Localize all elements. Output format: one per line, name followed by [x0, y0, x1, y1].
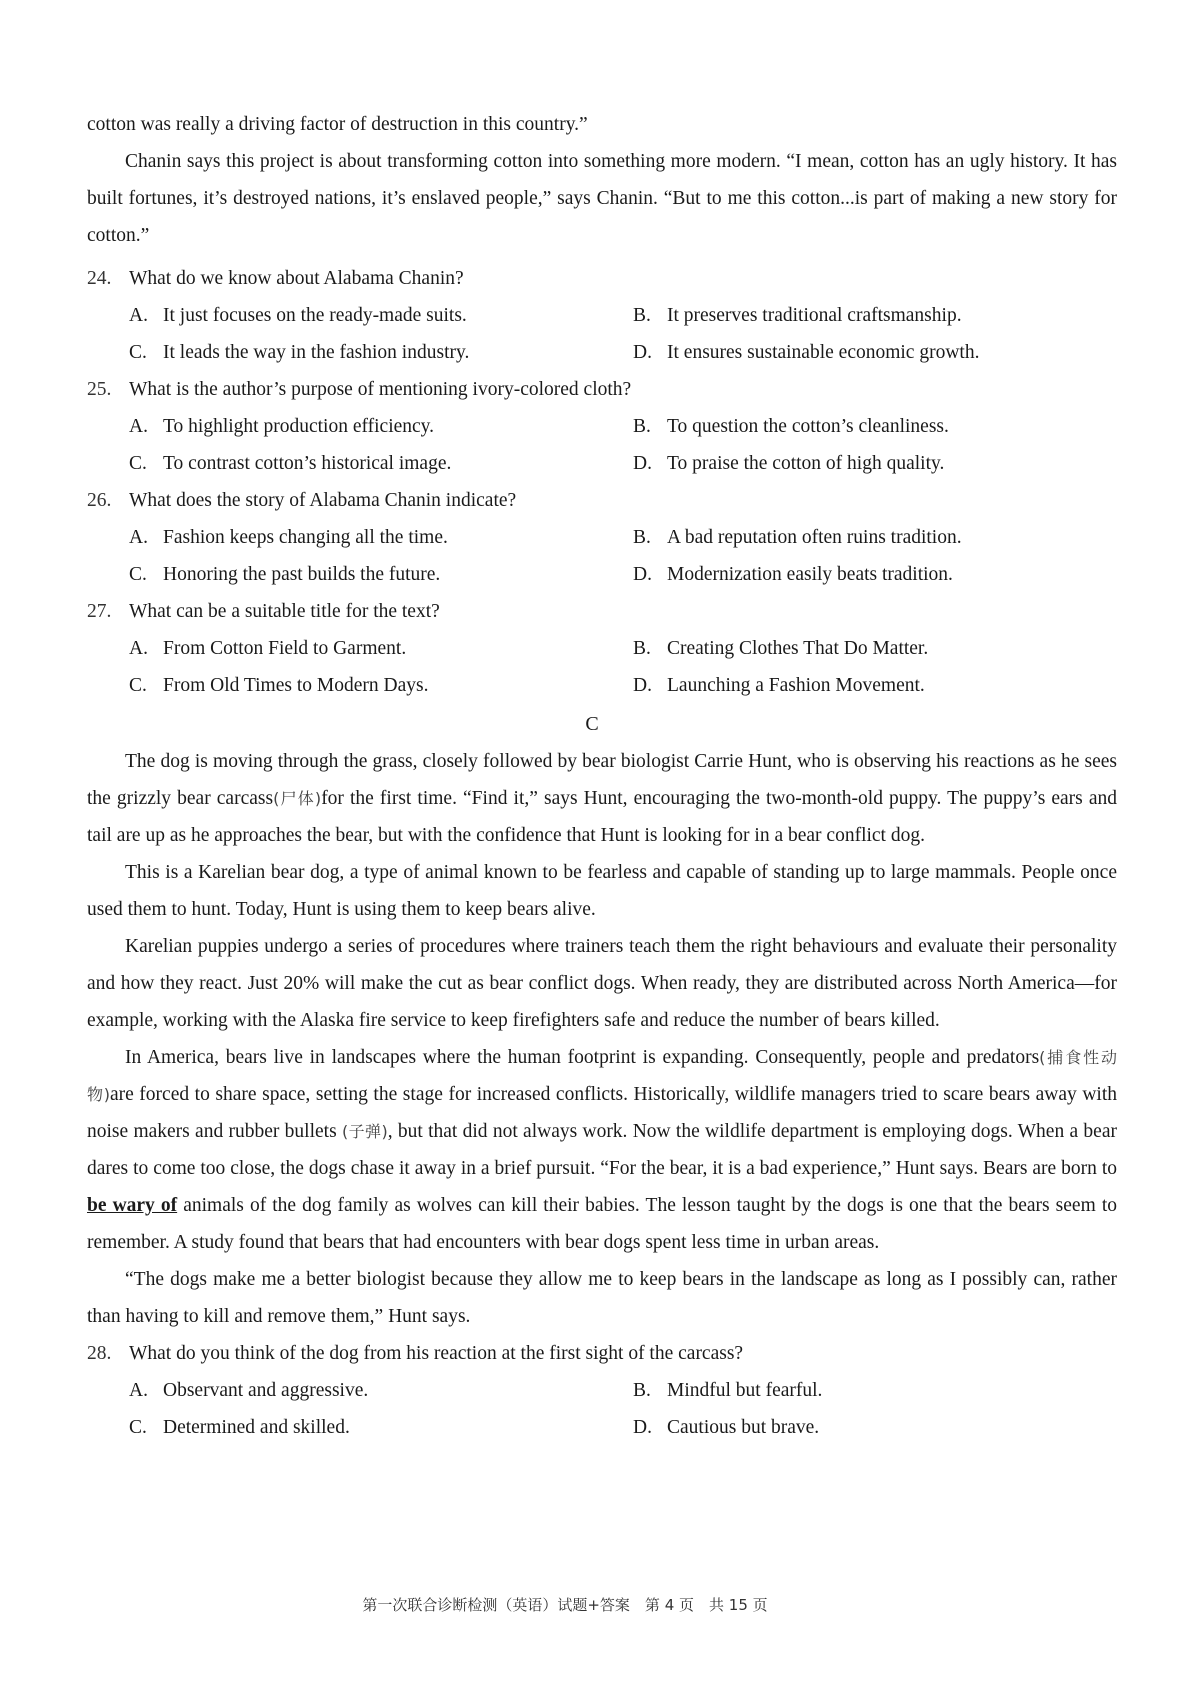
option-d[interactable] — [633, 334, 1117, 371]
option-c[interactable] — [129, 1409, 633, 1446]
question-number: 24. — [87, 268, 112, 289]
section-heading-c: C — [585, 713, 599, 735]
option-text: To highlight production efficiency. — [163, 416, 435, 437]
question-number: 27. — [87, 601, 112, 622]
option-a[interactable] — [129, 1372, 633, 1409]
option-letter: A. — [129, 527, 148, 548]
options-grid — [87, 1372, 1117, 1446]
option-text: From Old Times to Modern Days. — [163, 675, 429, 696]
option-a[interactable] — [129, 408, 633, 445]
option-text: Observant and aggressive. — [163, 1380, 369, 1401]
option-text: It preserves traditional craftsmanship. — [667, 305, 962, 326]
option-d[interactable] — [633, 667, 1117, 704]
option-c[interactable] — [129, 334, 633, 371]
text-run: In America, bears live in landscapes where the human footprint is expanding. Consequently, people and predators — [125, 1047, 1040, 1068]
option-letter: A. — [129, 1380, 148, 1401]
option-c[interactable] — [129, 445, 633, 482]
option-text: To contrast cotton’s historical image. — [163, 453, 452, 474]
options-grid — [87, 630, 1117, 704]
question-number: 28. — [87, 1343, 112, 1364]
option-letter: B. — [633, 416, 651, 437]
text-run: animals of the dog family as wolves can kill their babies. The lesson taught by the dogs is one that the bears seem to remember. A study found that bears that had encounters with bear dogs spent less time in urban areas. — [87, 1195, 1117, 1253]
question-number: 26. — [87, 490, 112, 511]
option-a[interactable] — [129, 297, 633, 334]
passage-c-paragraph-4 — [87, 1039, 1117, 1261]
question-text: What do you think of the dog from his reaction at the first sight of the carcass? — [129, 1343, 744, 1364]
option-text: A bad reputation often ruins tradition. — [667, 527, 962, 548]
option-b[interactable] — [633, 1372, 1117, 1409]
passage-c-paragraph-5: “The dogs make me a better biologist because they allow me to keep bears in the landscape as long as I possibly can, rather than having to kill and remove them,” Hunt says. — [87, 1269, 1117, 1327]
page-footer: 第一次联合诊断检测（英语）试题+答案 第 4 页 共 15 页 — [362, 1596, 768, 1614]
option-letter: B. — [633, 305, 651, 326]
chinese-gloss: (尸体) — [273, 789, 322, 808]
question-text: What is the author’s purpose of mentioning ivory-colored cloth? — [129, 379, 632, 400]
question-text: What does the story of Alabama Chanin indicate? — [129, 490, 517, 511]
chinese-gloss: (子弹) — [341, 1122, 388, 1141]
option-b[interactable] — [633, 408, 1117, 445]
passage-b-paragraph: Chanin says this project is about transforming cotton into something more modern. “I mean, cotton has an ugly history. It has built fortunes, it’s destroyed nations, it’s enslaved people,” says Chanin. “But to me this cotton...is part of making a new story for cotton.” — [87, 151, 1117, 246]
underlined-phrase: be wary of — [87, 1195, 178, 1216]
option-d[interactable] — [633, 445, 1117, 482]
text-run: , but that did not always work. Now the wildlife department is employing dogs. When a bear dares to come too close, the dogs chase it away in a brief pursuit. “For the bear, it is a bad experience,” Hunt says. Bears are born to — [87, 1121, 1117, 1179]
question-text: What do we know about Alabama Chanin? — [129, 268, 464, 289]
option-a[interactable] — [129, 519, 633, 556]
option-letter: A. — [129, 638, 148, 659]
text-run: The dog is moving through the grass, closely followed by bear biologist Carrie Hunt, who is observing his reactions as he sees the grizzly bear carcass — [87, 751, 1117, 809]
option-letter: C. — [129, 1417, 147, 1438]
option-text: It just focuses on the ready-made suits. — [163, 305, 467, 326]
question-number: 25. — [87, 379, 112, 400]
option-letter: C. — [129, 342, 147, 363]
option-letter: A. — [129, 416, 148, 437]
option-text: Determined and skilled. — [163, 1417, 350, 1438]
option-text: To praise the cotton of high quality. — [667, 453, 945, 474]
option-letter: A. — [129, 305, 148, 326]
option-d[interactable] — [633, 556, 1117, 593]
options-grid — [87, 297, 1117, 371]
option-letter: C. — [129, 675, 147, 696]
option-b[interactable] — [633, 630, 1117, 667]
option-d[interactable] — [633, 1409, 1117, 1446]
question-25 — [87, 371, 1117, 482]
passage-b-continuation: cotton was really a driving factor of destruction in this country.” — [87, 114, 588, 135]
option-text: It ensures sustainable economic growth. — [667, 342, 980, 363]
option-letter: B. — [633, 638, 651, 659]
question-27 — [87, 593, 1117, 704]
option-letter: D. — [633, 453, 652, 474]
option-text: Mindful but fearful. — [667, 1380, 823, 1401]
options-grid — [87, 408, 1117, 482]
options-grid — [87, 519, 1117, 593]
passage-c-paragraph-3: Karelian puppies undergo a series of procedures where trainers teach them the right behaviours and evaluate their personality and how they react. Just 20% will make the cut as bear conflict dogs. When ready, they are distributed across North America—for example, working with the Alaska fire service to keep firefighters safe and reduce the number of bears killed. — [87, 936, 1117, 1031]
option-text: Fashion keeps changing all the time. — [163, 527, 448, 548]
option-text: Creating Clothes That Do Matter. — [667, 638, 929, 659]
passage-c-paragraph-1 — [87, 743, 1117, 854]
text-run: for the first time. “Find it,” says Hunt, encouraging the two-month-old puppy. The puppy’s ears and tail are up as he approaches the bear, but with the confidence that Hunt is looking for in a bear conflict dog. — [87, 788, 1117, 846]
question-28 — [87, 1335, 1117, 1446]
option-text: To question the cotton’s cleanliness. — [667, 416, 949, 437]
option-letter: C. — [129, 564, 147, 585]
option-a[interactable] — [129, 630, 633, 667]
option-text: Modernization easily beats tradition. — [667, 564, 953, 585]
option-text: It leads the way in the fashion industry. — [163, 342, 470, 363]
option-letter: B. — [633, 527, 651, 548]
option-letter: C. — [129, 453, 147, 474]
text-run: are forced to share space, setting the stage for increased conflicts. Historically, wildlife managers tried to scare bears away with noise makers and rubber bullets — [87, 1084, 1117, 1142]
option-letter: D. — [633, 675, 652, 696]
option-b[interactable] — [633, 519, 1117, 556]
chinese-gloss: (捕食性动物) — [87, 1048, 1117, 1104]
option-letter: D. — [633, 564, 652, 585]
passage-c-paragraph-2: This is a Karelian bear dog, a type of animal known to be fearless and capable of standing up to large mammals. People once used them to hunt. Today, Hunt is using them to keep bears alive. — [87, 862, 1117, 920]
question-text: What can be a suitable title for the text? — [129, 601, 440, 622]
option-letter: B. — [633, 1380, 651, 1401]
option-letter: D. — [633, 1417, 652, 1438]
option-b[interactable] — [633, 297, 1117, 334]
option-text: Honoring the past builds the future. — [163, 564, 441, 585]
question-24 — [87, 260, 1117, 371]
option-text: Cautious but brave. — [667, 1417, 820, 1438]
option-text: From Cotton Field to Garment. — [163, 638, 407, 659]
option-c[interactable] — [129, 556, 633, 593]
option-letter: D. — [633, 342, 652, 363]
exam-page — [87, 106, 1117, 1446]
option-c[interactable] — [129, 667, 633, 704]
question-26 — [87, 482, 1117, 593]
option-text: Launching a Fashion Movement. — [667, 675, 925, 696]
